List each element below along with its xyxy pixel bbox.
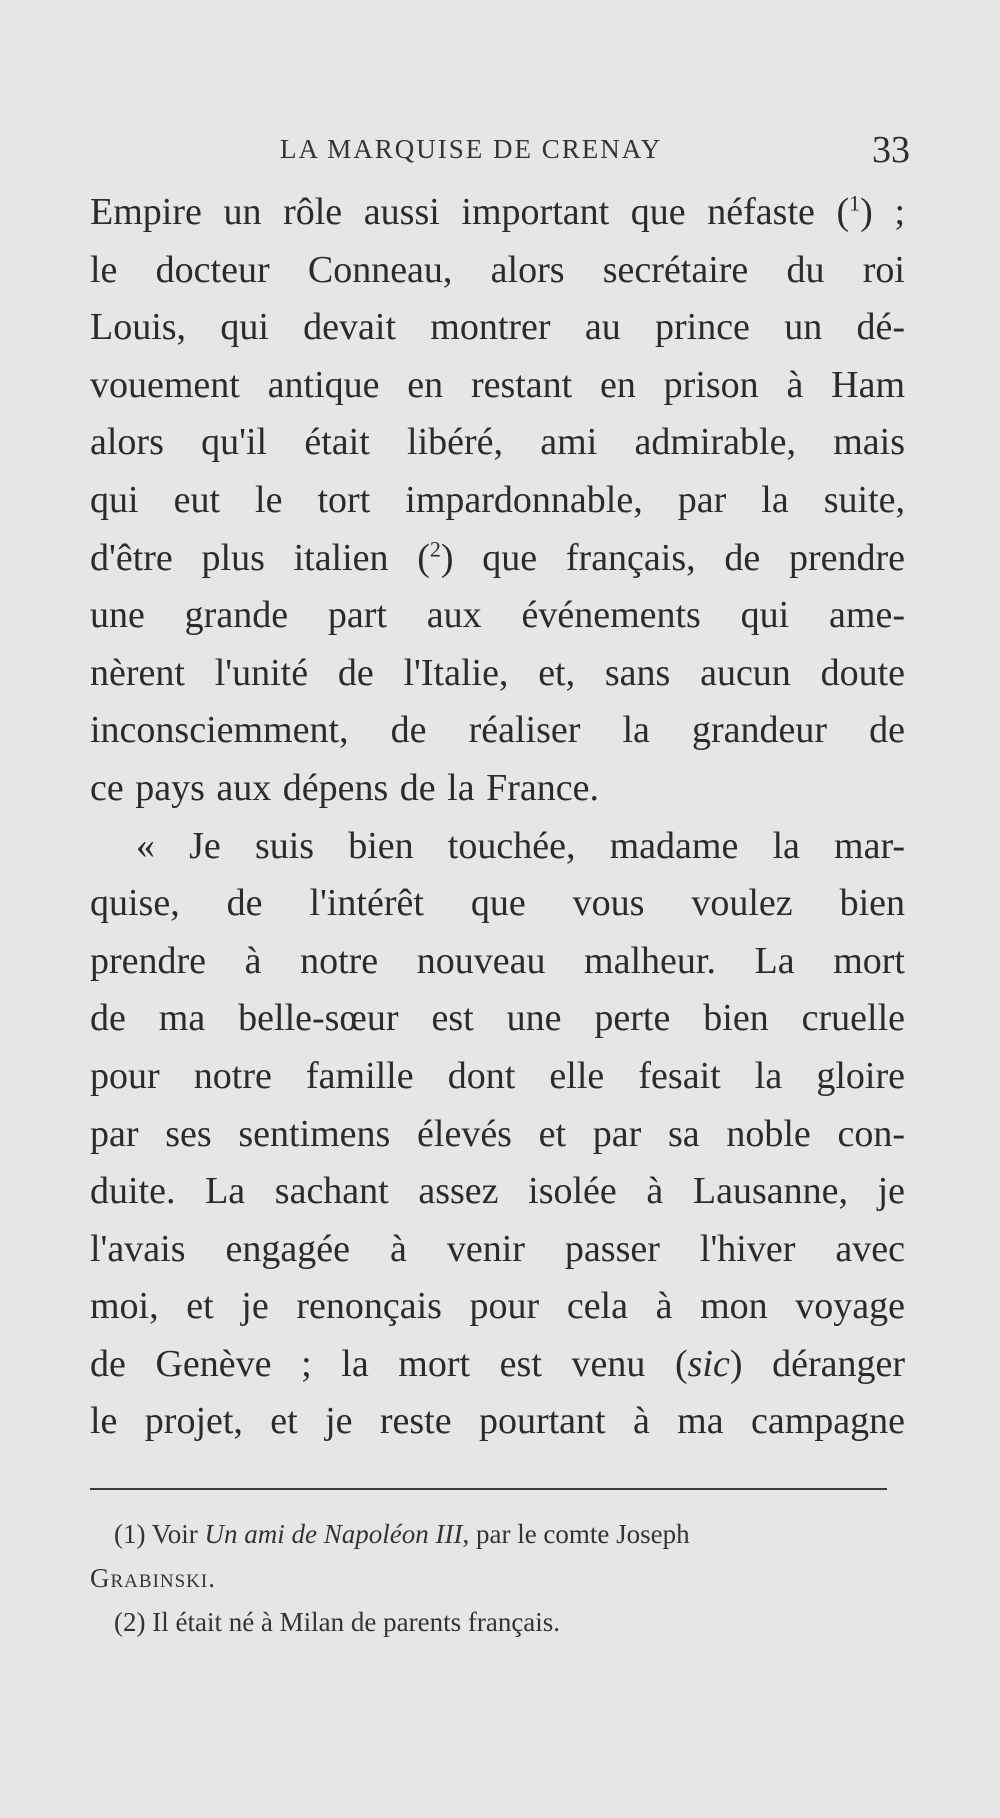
footnote-2: (2) Il était né à Milan de parents français. xyxy=(114,1607,561,1637)
text-line: « Je suis bien touchée, madame la mar- xyxy=(136,824,905,867)
body-text xyxy=(90,184,905,1451)
text-line: qui eut le tort impardonnable, par la suite, xyxy=(90,478,905,521)
text-line: ce pays aux dépens de la France. xyxy=(90,766,599,809)
text-line: Empire un rôle aussi important que néfaste ($^1$) ; xyxy=(90,190,906,233)
page-number: 33 xyxy=(872,129,910,171)
text-line: de ma belle-sœur est une perte bien cruelle xyxy=(90,997,905,1040)
text-line: pour notre famille dont elle fesait la gloire xyxy=(90,1054,905,1097)
footnote-ref: 1 xyxy=(849,190,861,216)
footnotes xyxy=(90,1512,905,1644)
text-line: de Genève ; la mort est venu (sic) déranger xyxy=(90,1342,906,1385)
text-line: inconsciemment, de réaliser la grandeur de xyxy=(90,709,905,752)
footnote-1-continued: Grabinski. xyxy=(90,1563,215,1593)
text-line: quise, de l'intérêt que vous voulez bien xyxy=(90,882,905,925)
footnote-rule xyxy=(90,1488,887,1490)
sic-word: sic xyxy=(687,1342,730,1385)
text-line: vouement antique en restant en prison à Ham xyxy=(90,363,905,406)
footnote-1-title: Un ami de Napoléon III xyxy=(204,1519,463,1549)
text-line: le projet, et je reste pourtant à ma campagne xyxy=(90,1400,905,1443)
running-head xyxy=(90,128,910,174)
text-line: une grande part aux événements qui ame- xyxy=(90,594,905,637)
text-line: d'être plus italien ($^2$) que français, de prendre xyxy=(90,535,905,579)
text-line: prendre à notre nouveau malheur. La mort xyxy=(90,939,905,982)
text-line: Louis, qui devait montrer au prince un dé- xyxy=(90,306,905,349)
text-line: alors qu'il était libéré, ami admirable, mais xyxy=(90,421,905,464)
text-line: par ses sentimens élevés et par sa noble con- xyxy=(90,1112,905,1155)
text-line: moi, et je renonçais pour cela à mon voyage xyxy=(90,1285,905,1328)
text-line: l'avais engagée à venir passer l'hiver avec xyxy=(90,1227,905,1270)
footnote-1-author: Grabinski xyxy=(90,1563,209,1593)
text-line: nèrent l'unité de l'Italie, et, sans aucun doute xyxy=(90,651,905,694)
text-line: duite. La sachant assez isolée à Lausanne, je xyxy=(90,1170,905,1213)
text-line: le docteur Conneau, alors secrétaire du roi xyxy=(90,248,905,291)
footnote-ref: 2 xyxy=(429,535,441,561)
running-title: LA MARQUISE DE CRENAY xyxy=(280,134,663,164)
footnote-1: (1) Voir Un ami de Napoléon III, par le comte Joseph xyxy=(114,1519,690,1549)
